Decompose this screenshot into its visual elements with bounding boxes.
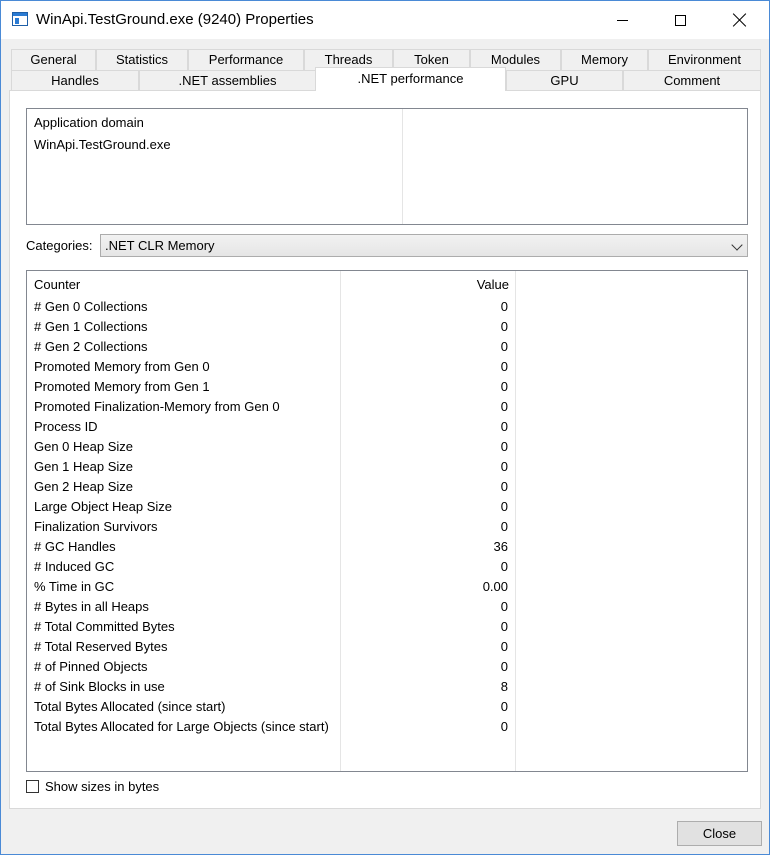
table-row[interactable] bbox=[27, 637, 747, 657]
tab-gpu[interactable]: GPU bbox=[506, 70, 623, 91]
column-header-value[interactable]: Value bbox=[476, 277, 509, 292]
counter-value: 0.00 bbox=[482, 579, 508, 594]
counter-value: 0 bbox=[500, 319, 508, 334]
counter-name: Finalization Survivors bbox=[34, 519, 158, 534]
tab-handles[interactable]: Handles bbox=[11, 70, 139, 91]
column-header-counter[interactable]: Counter bbox=[34, 277, 81, 292]
counter-value: 0 bbox=[500, 659, 508, 674]
table-row[interactable] bbox=[27, 537, 747, 557]
counter-value: 0 bbox=[500, 719, 508, 734]
table-row[interactable] bbox=[27, 557, 747, 577]
counter-value: 0 bbox=[500, 479, 508, 494]
table-row[interactable] bbox=[27, 357, 747, 377]
counter-value: 8 bbox=[500, 679, 508, 694]
counter-name: # Gen 0 Collections bbox=[34, 299, 148, 314]
counter-value: 0 bbox=[500, 699, 508, 714]
counter-value: 0 bbox=[500, 299, 508, 314]
table-row[interactable] bbox=[27, 397, 747, 417]
table-row[interactable] bbox=[27, 417, 747, 437]
counter-name: Gen 0 Heap Size bbox=[34, 439, 134, 454]
counter-value: 0 bbox=[500, 499, 508, 514]
window-title: WinApi.TestGround.exe (9240) Properties bbox=[36, 11, 314, 28]
counter-name: # Bytes in all Heaps bbox=[34, 599, 149, 614]
counter-name: Promoted Finalization-Memory from Gen 0 bbox=[34, 399, 280, 414]
chevron-down-icon bbox=[731, 239, 742, 250]
counter-value: 0 bbox=[500, 519, 508, 534]
counter-value: 0 bbox=[500, 419, 508, 434]
tab-token[interactable]: Token bbox=[393, 49, 470, 70]
tab-environment[interactable]: Environment bbox=[648, 49, 761, 70]
counter-name: Total Bytes Allocated (since start) bbox=[34, 699, 226, 714]
counter-name: # Gen 1 Collections bbox=[34, 319, 148, 334]
table-row[interactable] bbox=[27, 297, 747, 317]
table-row[interactable] bbox=[27, 477, 747, 497]
appdomain-header[interactable]: Application domain bbox=[34, 115, 144, 130]
table-row[interactable] bbox=[27, 617, 747, 637]
minimize-button[interactable] bbox=[593, 1, 651, 39]
counter-value: 0 bbox=[500, 639, 508, 654]
counter-name: Large Object Heap Size bbox=[34, 499, 173, 514]
net-performance-panel bbox=[9, 90, 761, 809]
tab-statistics[interactable]: Statistics bbox=[96, 49, 188, 70]
tab-modules[interactable]: Modules bbox=[470, 49, 561, 70]
show-sizes-option[interactable] bbox=[26, 777, 159, 795]
counter-name: Process ID bbox=[34, 419, 98, 434]
counter-name: # Gen 2 Collections bbox=[34, 339, 148, 354]
title-bar[interactable] bbox=[1, 1, 769, 39]
counter-name: # Total Committed Bytes bbox=[34, 619, 175, 634]
counter-value: 0 bbox=[500, 379, 508, 394]
counter-value: 36 bbox=[493, 539, 508, 554]
counter-value: 0 bbox=[500, 559, 508, 574]
counters-list[interactable] bbox=[26, 270, 748, 772]
counter-value: 0 bbox=[500, 399, 508, 414]
table-row[interactable] bbox=[27, 677, 747, 697]
counter-name: # Induced GC bbox=[34, 559, 115, 574]
counter-value: 0 bbox=[500, 459, 508, 474]
tab-net-performance[interactable]: .NET performance bbox=[315, 67, 506, 91]
counter-value: 0 bbox=[500, 339, 508, 354]
table-row[interactable] bbox=[27, 597, 747, 617]
table-row[interactable] bbox=[27, 577, 747, 597]
counter-name: Total Bytes Allocated for Large Objects (since start) bbox=[34, 719, 329, 734]
counter-name: Gen 2 Heap Size bbox=[34, 479, 134, 494]
table-row[interactable] bbox=[27, 337, 747, 357]
counter-name: Gen 1 Heap Size bbox=[34, 459, 134, 474]
show-sizes-checkbox[interactable] bbox=[26, 780, 39, 793]
table-row[interactable] bbox=[27, 657, 747, 677]
counter-name: # GC Handles bbox=[34, 539, 116, 554]
tab-general[interactable]: General bbox=[11, 49, 96, 70]
close-icon bbox=[733, 13, 747, 27]
list-item[interactable]: WinApi.TestGround.exe bbox=[34, 137, 171, 152]
minimize-icon bbox=[617, 20, 628, 21]
tab-net-assemblies[interactable]: .NET assemblies bbox=[139, 70, 316, 91]
tab-performance[interactable]: Performance bbox=[188, 49, 304, 70]
window-app-icon bbox=[12, 12, 28, 26]
counter-value: 0 bbox=[500, 619, 508, 634]
counter-value: 0 bbox=[500, 599, 508, 614]
table-row[interactable] bbox=[27, 517, 747, 537]
maximize-icon bbox=[675, 15, 686, 26]
close-window-button[interactable] bbox=[711, 1, 769, 39]
counter-value: 0 bbox=[500, 439, 508, 454]
table-row[interactable] bbox=[27, 437, 747, 457]
tab-threads[interactable]: Threads bbox=[304, 49, 393, 70]
categories-dropdown[interactable] bbox=[100, 234, 748, 257]
counter-name: # of Pinned Objects bbox=[34, 659, 148, 674]
table-row[interactable] bbox=[27, 317, 747, 337]
categories-selected-value: .NET CLR Memory bbox=[105, 238, 215, 253]
counter-value: 0 bbox=[500, 359, 508, 374]
column-divider[interactable] bbox=[402, 109, 403, 224]
counter-name: # of Sink Blocks in use bbox=[34, 679, 165, 694]
table-row[interactable] bbox=[27, 377, 747, 397]
counter-name: % Time in GC bbox=[34, 579, 115, 594]
appdomain-list[interactable] bbox=[26, 108, 748, 225]
counter-name: # Total Reserved Bytes bbox=[34, 639, 168, 654]
counter-name: Promoted Memory from Gen 0 bbox=[34, 359, 210, 374]
tab-comment[interactable]: Comment bbox=[623, 70, 761, 91]
tab-memory[interactable]: Memory bbox=[561, 49, 648, 70]
show-sizes-label[interactable]: Show sizes in bytes bbox=[45, 778, 160, 794]
maximize-button[interactable] bbox=[651, 1, 709, 39]
counter-name: Promoted Memory from Gen 1 bbox=[34, 379, 210, 394]
table-row[interactable] bbox=[27, 457, 747, 477]
table-row[interactable] bbox=[27, 697, 747, 717]
close-button[interactable]: Close bbox=[677, 821, 762, 846]
table-row[interactable] bbox=[27, 497, 747, 517]
table-row[interactable] bbox=[27, 717, 747, 737]
categories-label: Categories: bbox=[26, 238, 93, 253]
